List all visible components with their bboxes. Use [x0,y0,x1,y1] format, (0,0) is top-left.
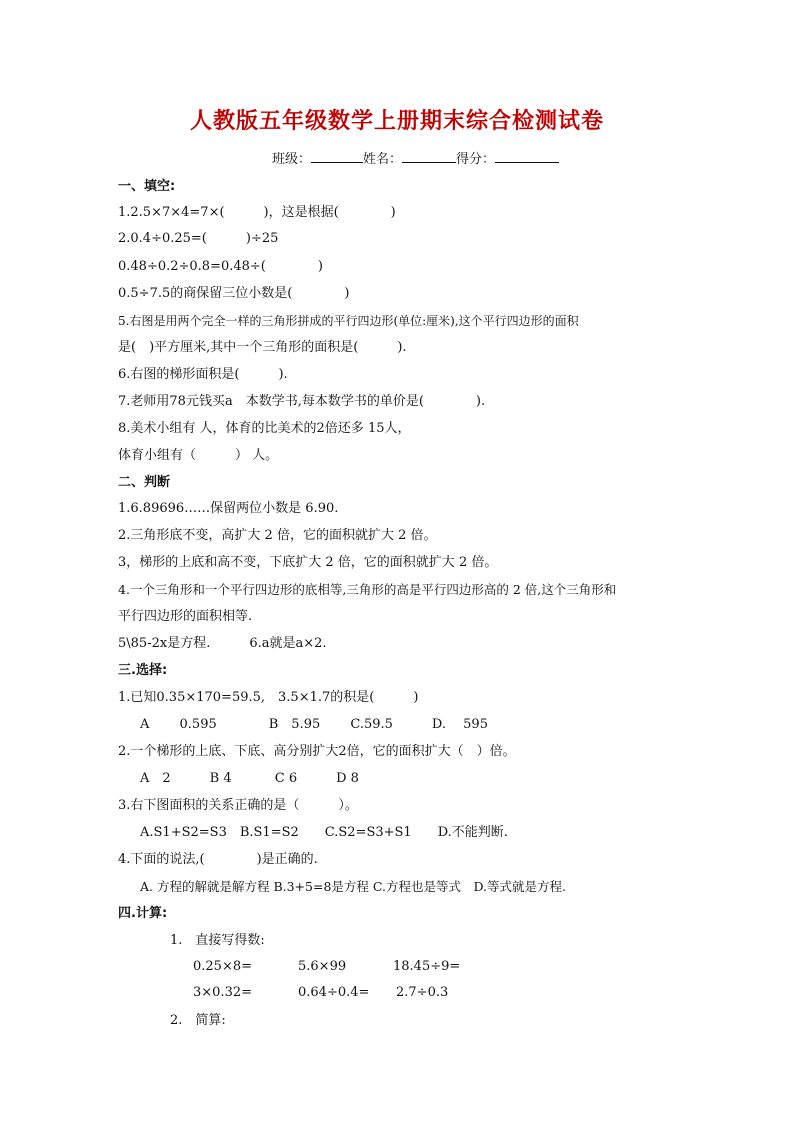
judge-item-4-cont: 平行四边形的面积相等. [118,609,253,624]
calc-expr: 5.6×99 [298,959,347,974]
choice-item-4-options: A. 方程的解就是解方程 B.3+5=8是方程 C.方程也是等式 D.等式就是方程. [140,879,567,894]
fill-item-5: 5.右图是用两个完全一样的三角形拼成的平行四边形(单位:厘米),这个平行四边形的面积 [118,314,579,328]
score-label: 得分： [456,152,496,167]
calc-expr: 3×0.32= [193,985,253,1000]
calc-expr: 0.64÷0.4= [298,985,370,1000]
fill-item-8: 8.美术小组有 人，体育的比美术的2倍还多 15人， [118,421,411,436]
choice-item-3-options: A.S1+S2=S3 B.S1=S2 C.S2=S3+S1 D.不能判断. [140,825,508,840]
choice-item-3: 3.右下图面积的关系正确的是（ ）。 [118,798,358,813]
judge-item-4: 4.一个三角形和一个平行四边形的底相等,三角形的高是平行四边形高的 2 倍,这个三角形和 [118,582,617,597]
calc-expr: 0.25×8= [193,959,253,974]
choice-item-2: 2.一个梯形的上底、下底、高分别扩大2倍，它的面积扩大（ ）倍。 [118,744,516,759]
judge-item-5-6: 5\85-2x是方程. 6.a就是a×2. [118,636,327,651]
choice-item-4: 4.下面的说法,( )是正确的. [118,852,318,867]
judge-item-2: 2.三角形底不变，高扩大 2 倍，它的面积就扩大 2 倍。 [118,528,437,543]
fill-item-5-cont: 是( )平方厘米,其中一个三角形的面积是( ). [118,340,407,355]
name-blank[interactable] [402,150,456,163]
section-heading-judge: 二、判断 [118,475,171,490]
calc-expr: 18.45÷9= [393,959,461,974]
calc-sub-1: 1. 直接写得数: [170,933,265,948]
section-heading-calc: 四.计算: [118,906,168,921]
score-blank[interactable] [495,150,559,163]
section-heading-choice: 三.选择: [118,663,168,678]
student-info-line [272,148,559,167]
fill-item-4: 0.5÷7.5的商保留三位小数是( ) [118,286,350,301]
fill-item-7: 7.老师用78元钱买a 本数学书,每本数学书的单价是( ). [118,394,486,409]
section-heading-fill: 一、填空: [118,179,176,194]
fill-item-2: 2.0.4÷0.25=( )÷25 [118,231,279,246]
choice-item-1-options: A 0.595 B 5.95 C.59.5 D. 595 [140,717,488,732]
judge-item-3: 3，梯形的上底和高不变，下底扩大 2 倍，它的面积就扩大 2 倍。 [118,555,498,570]
judge-item-1: 1.6.89696……保留两位小数是 6.90. [118,501,339,516]
class-blank[interactable] [311,150,363,163]
fill-item-8-cont: 体育小组有（ ） 人。 [118,448,279,463]
fill-item-3: 0.48÷0.2÷0.8=0.48÷( ) [118,259,323,274]
class-label: 班级： [272,152,312,167]
choice-item-2-options: A 2 B 4 C 6 D 8 [140,771,359,786]
fill-item-1: 1.2.5×7×4=7×( )，这是根据( ) [118,205,396,220]
choice-item-1: 1.已知0.35×170=59.5, 3.5×1.7的积是( ) [118,690,419,705]
fill-item-6: 6.右图的梯形面积是( ). [118,367,288,382]
calc-sub-2: 2. 简算: [170,1013,226,1028]
exam-title: 人教版五年级数学上册期末综合检测试卷 [189,108,604,134]
name-label: 姓名： [363,152,403,167]
calc-expr: 2.7÷0.3 [396,985,449,1000]
